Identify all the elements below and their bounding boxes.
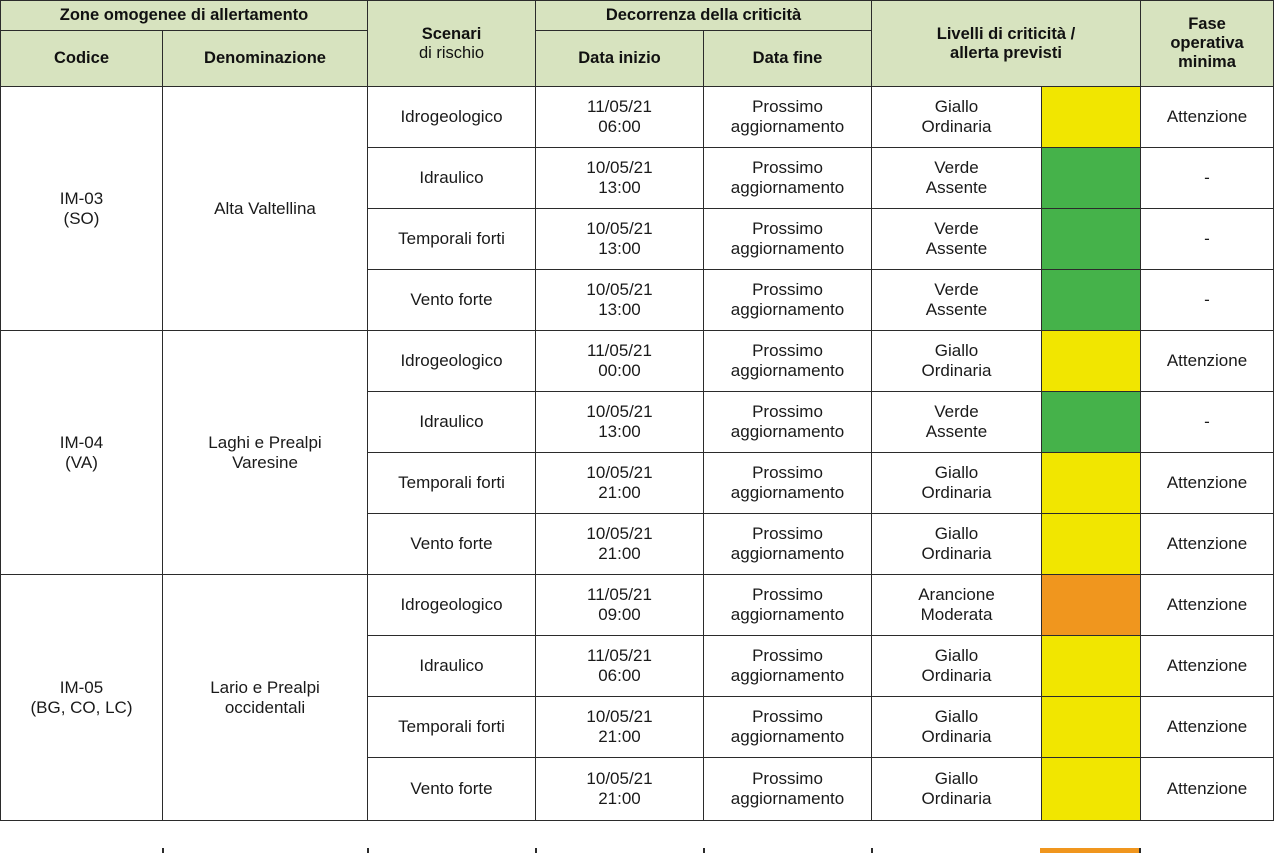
livello-cell	[872, 453, 1042, 514]
zone-name	[163, 575, 368, 821]
cell-line: Ordinaria	[921, 117, 992, 136]
table-row	[1, 87, 1274, 148]
fase-cell: Attenzione	[1141, 636, 1274, 697]
scenario-cell: Idrogeologico	[368, 575, 536, 636]
data-fine-cell	[704, 209, 872, 270]
level-color-swatch	[1042, 453, 1141, 514]
data-fine-cell	[704, 392, 872, 453]
cell-line: 11/05/21	[587, 341, 652, 360]
cell-line: Giallo	[934, 646, 979, 665]
cell-line: aggiornamento	[730, 727, 845, 746]
cell-line: Ordinaria	[921, 789, 992, 808]
livello-cell	[872, 331, 1042, 392]
cell-line: Giallo	[934, 524, 979, 543]
cell-line: Giallo	[934, 769, 979, 788]
cell-line: Prossimo	[752, 707, 823, 726]
data-inizio-cell	[536, 453, 704, 514]
cell-line: Prossimo	[752, 341, 823, 360]
next-level-swatch	[1040, 848, 1139, 853]
data-fine-cell	[704, 87, 872, 148]
scenario-cell: Temporali forti	[368, 453, 536, 514]
zone-name	[163, 331, 368, 575]
data-fine-cell	[704, 331, 872, 392]
data-inizio-cell	[536, 758, 704, 821]
header-denominazione: Denominazione	[163, 31, 368, 87]
scenario-cell: Idrogeologico	[368, 87, 536, 148]
zone-name	[163, 87, 368, 331]
cell-line: 10/05/21	[586, 707, 653, 726]
table-row	[1, 575, 1274, 636]
data-inizio-cell	[536, 392, 704, 453]
cell-line: 06:00	[598, 117, 641, 136]
cell-line: aggiornamento	[730, 178, 845, 197]
data-fine-cell	[704, 697, 872, 758]
cell-line: Verde	[934, 280, 979, 299]
level-color-swatch	[1042, 514, 1141, 575]
header-scenari: Scenari di rischio	[368, 1, 536, 87]
livello-cell	[872, 270, 1042, 331]
fase-cell: -	[1141, 209, 1274, 270]
cell-line: 11/05/21	[587, 97, 652, 116]
cell-line: Ordinaria	[921, 666, 992, 685]
cell-line: aggiornamento	[730, 483, 845, 502]
scenario-cell: Idraulico	[368, 636, 536, 697]
cell-line: 13:00	[598, 239, 641, 258]
data-inizio-cell	[536, 209, 704, 270]
cell-line: 10/05/21	[586, 463, 653, 482]
cell-line: 06:00	[598, 666, 641, 685]
cell-line: Varesine	[232, 452, 298, 472]
scenario-cell: Idrogeologico	[368, 331, 536, 392]
zone-code	[1, 331, 163, 575]
data-fine-cell	[704, 453, 872, 514]
cell-line: Prossimo	[752, 97, 823, 116]
livello-cell	[872, 148, 1042, 209]
header-data-inizio: Data inizio	[536, 31, 704, 87]
divider	[367, 848, 369, 853]
cell-line: 11/05/21	[587, 646, 652, 665]
divider	[871, 848, 873, 853]
header-zone-group: Zone omogenee di allertamento	[1, 1, 368, 31]
fase-cell: Attenzione	[1141, 575, 1274, 636]
livello-cell	[872, 758, 1042, 821]
cell-line: Assente	[925, 422, 988, 441]
fase-cell: Attenzione	[1141, 87, 1274, 148]
cell-line: aggiornamento	[730, 789, 845, 808]
scenario-cell: Idraulico	[368, 392, 536, 453]
cell-line: 10/05/21	[586, 219, 653, 238]
cell-line: aggiornamento	[730, 605, 845, 624]
cell-line: Alta Valtellina	[214, 198, 316, 218]
header-fase: Fase operativa minima	[1141, 1, 1274, 87]
data-inizio-cell	[536, 148, 704, 209]
cell-line: Verde	[934, 219, 979, 238]
cell-line: 13:00	[598, 300, 641, 319]
scenario-cell: Vento forte	[368, 270, 536, 331]
data-fine-cell	[704, 148, 872, 209]
cell-line: 11/05/21	[587, 585, 652, 604]
cell-line: aggiornamento	[730, 300, 845, 319]
data-fine-cell	[704, 270, 872, 331]
data-fine-cell	[704, 514, 872, 575]
cell-line: 21:00	[598, 483, 641, 502]
fase-cell: -	[1141, 148, 1274, 209]
divider	[535, 848, 537, 853]
cell-line: aggiornamento	[730, 422, 845, 441]
cell-line: Prossimo	[752, 524, 823, 543]
cell-line: Giallo	[934, 463, 979, 482]
data-inizio-cell	[536, 87, 704, 148]
scenario-cell: Temporali forti	[368, 209, 536, 270]
data-inizio-cell	[536, 514, 704, 575]
cell-line: 21:00	[598, 544, 641, 563]
data-fine-cell	[704, 758, 872, 821]
cell-line: IM-03	[59, 188, 104, 208]
cell-line: Prossimo	[752, 158, 823, 177]
cell-line: Ordinaria	[921, 361, 992, 380]
cell-line: aggiornamento	[730, 666, 845, 685]
cell-line: Assente	[925, 178, 988, 197]
livello-cell	[872, 392, 1042, 453]
data-inizio-cell	[536, 697, 704, 758]
cell-line: Prossimo	[752, 769, 823, 788]
cell-line: Prossimo	[752, 219, 823, 238]
fase-cell: Attenzione	[1141, 514, 1274, 575]
cell-line: Prossimo	[752, 585, 823, 604]
cell-line: Verde	[934, 402, 979, 421]
divider	[1139, 848, 1141, 853]
cell-line: 10/05/21	[586, 524, 653, 543]
cell-line: Verde	[934, 158, 979, 177]
level-color-swatch	[1042, 87, 1141, 148]
fase-cell: -	[1141, 392, 1274, 453]
header-livelli: Livelli di criticità / allerta previsti	[872, 1, 1141, 87]
cell-line: Assente	[925, 239, 988, 258]
data-inizio-cell	[536, 331, 704, 392]
cell-line: Assente	[925, 300, 988, 319]
level-color-swatch	[1042, 697, 1141, 758]
cell-line: 13:00	[598, 178, 641, 197]
level-color-swatch	[1042, 392, 1141, 453]
scenario-cell: Vento forte	[368, 758, 536, 821]
cell-line: 10/05/21	[586, 280, 653, 299]
fase-cell: Attenzione	[1141, 697, 1274, 758]
fase-cell: Attenzione	[1141, 331, 1274, 392]
cell-line: Giallo	[934, 97, 979, 116]
cell-line: 21:00	[598, 727, 641, 746]
cell-line: Prossimo	[752, 402, 823, 421]
cell-line: Prossimo	[752, 463, 823, 482]
level-color-swatch	[1042, 636, 1141, 697]
cell-line: Ordinaria	[921, 727, 992, 746]
livello-cell	[872, 636, 1042, 697]
cell-line: 00:00	[598, 361, 641, 380]
cell-line: Arancione	[918, 585, 995, 604]
header-data-fine: Data fine	[704, 31, 872, 87]
cell-line: 21:00	[598, 789, 641, 808]
cell-line: Ordinaria	[921, 483, 992, 502]
level-color-swatch	[1042, 331, 1141, 392]
divider	[162, 848, 164, 853]
header-codice: Codice	[1, 31, 163, 87]
cell-line: aggiornamento	[730, 361, 845, 380]
scenario-cell: Idraulico	[368, 148, 536, 209]
level-color-swatch	[1042, 270, 1141, 331]
cell-line: Prossimo	[752, 280, 823, 299]
divider	[703, 848, 705, 853]
livello-cell	[872, 209, 1042, 270]
livello-cell	[872, 575, 1042, 636]
cell-line: 10/05/21	[586, 402, 653, 421]
cell-line: 13:00	[598, 422, 641, 441]
scenario-cell: Temporali forti	[368, 697, 536, 758]
livello-cell	[872, 87, 1042, 148]
header-decorrenza: Decorrenza della criticità	[536, 1, 872, 31]
cell-line: aggiornamento	[730, 239, 845, 258]
cell-line: Moderata	[920, 605, 993, 624]
zone-code	[1, 87, 163, 331]
cell-line: Laghi e Prealpi	[208, 432, 322, 452]
scenario-cell: Vento forte	[368, 514, 536, 575]
livello-cell	[872, 514, 1042, 575]
livello-cell	[872, 697, 1042, 758]
data-inizio-cell	[536, 575, 704, 636]
cell-line: Ordinaria	[921, 544, 992, 563]
level-color-swatch	[1042, 758, 1141, 821]
data-fine-cell	[704, 636, 872, 697]
fase-cell: Attenzione	[1141, 758, 1274, 821]
cell-line: 10/05/21	[586, 158, 653, 177]
cell-line: Giallo	[934, 341, 979, 360]
cell-line: Lario e Prealpi	[210, 677, 320, 697]
cell-line: aggiornamento	[730, 117, 845, 136]
level-color-swatch	[1042, 209, 1141, 270]
cell-line: (BG, CO, LC)	[30, 697, 133, 717]
data-inizio-cell	[536, 636, 704, 697]
table-body	[1, 87, 1274, 821]
cell-line: (SO)	[63, 208, 100, 228]
cell-line: IM-04	[59, 432, 104, 452]
fase-cell: Attenzione	[1141, 453, 1274, 514]
data-inizio-cell	[536, 270, 704, 331]
cell-line: Giallo	[934, 707, 979, 726]
level-color-swatch	[1042, 148, 1141, 209]
fase-cell: -	[1141, 270, 1274, 331]
level-color-swatch	[1042, 575, 1141, 636]
cell-line: IM-05	[59, 677, 104, 697]
cell-line: Prossimo	[752, 646, 823, 665]
table-row	[1, 331, 1274, 392]
cell-line: occidentali	[224, 697, 306, 717]
cell-line: 09:00	[598, 605, 641, 624]
cell-line: aggiornamento	[730, 544, 845, 563]
cell-line: 10/05/21	[586, 769, 653, 788]
cell-line: (VA)	[65, 452, 98, 472]
data-fine-cell	[704, 575, 872, 636]
zone-code	[1, 575, 163, 821]
